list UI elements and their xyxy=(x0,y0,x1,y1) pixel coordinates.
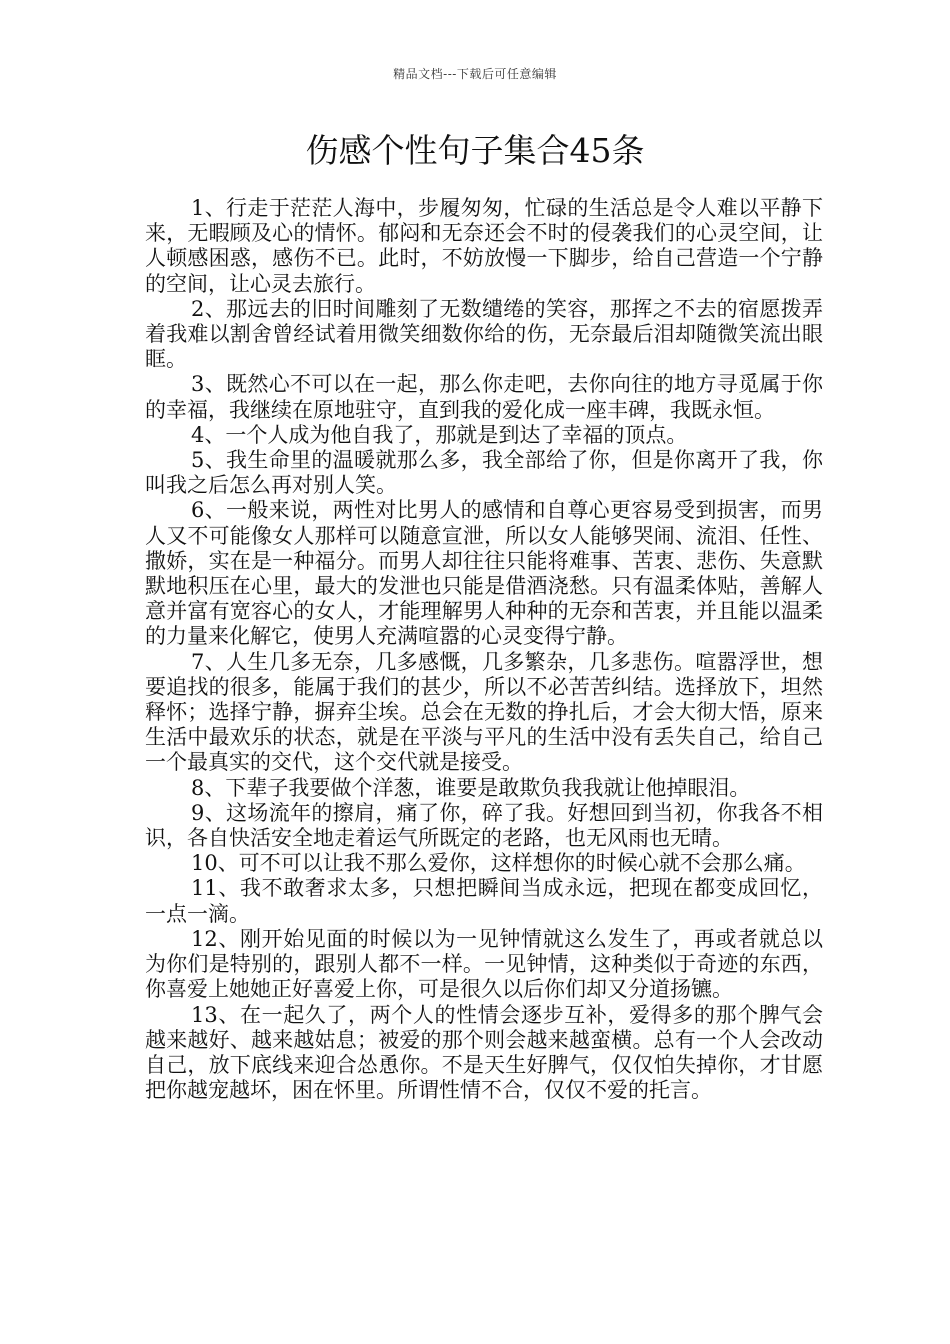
paragraph-11: 11、我不敢奢求太多，只想把瞬间当成永远，把现在都变成回忆，一点一滴。 xyxy=(145,876,823,926)
paragraph-13: 13、在一起久了，两个人的性情会逐步互补，爱得多的那个脾气会越来越好、越来越姑息；被爱的那个则会越来越蛮横。总有一个人会改动自己，放下底线来迎合怂恿你。不是天生好脾气，仅仅怕失掉你，才甘愿把你越宠越坏，困在怀里。所谓性情不合，仅仅不爱的托言。 xyxy=(145,1002,823,1103)
paragraph-5: 5、我生命里的温暖就那么多，我全部给了你，但是你离开了我，你叫我之后怎么再对别人笑。 xyxy=(145,448,823,498)
paragraph-9: 9、这场流年的擦肩，痛了你，碎了我。好想回到当初，你我各不相识，各自快活安全地走着运气所既定的老路，也无风雨也无晴。 xyxy=(145,800,823,851)
paragraph-12: 12、刚开始见面的时候以为一见钟情就这么发生了，再或者就总以为你们是特别的，跟别人都不一样。一见钟情，这种类似于奇迹的东西，你喜爱上她她正好喜爱上你，可是很久以后你们却又分道扬镳。 xyxy=(145,926,823,1002)
paragraph-2: 2、那远去的旧时间雕刻了无数缱绻的笑容，那挥之不去的宿愿拨弄着我难以割舍曾经试着用微笑细数你给的伤，无奈最后泪却随微笑流出眼眶。 xyxy=(145,296,823,372)
paragraph-7: 7、人生几多无奈，几多感慨，几多繁杂，几多悲伤。喧嚣浮世，想要追找的很多，能属于我们的甚少，所以不必苦苦纠结。选择放下，坦然释怀；选择宁静，摒弃尘埃。总会在无数的挣扎后，才会大彻大悟，原来生活中最欢乐的状态，就是在平淡与平凡的生活中没有丢失自己，给自己一个最真实的交代，这个交代就是接受。 xyxy=(145,649,823,775)
paragraph-1: 1、行走于茫茫人海中，步履匆匆，忙碌的生活总是令人难以平静下来，无暇顾及心的情怀。郁闷和无奈还会不时的侵袭我们的心灵空间，让人顿感困惑，感伤不已。此时，不妨放慢一下脚步，给自己营造一个宁静的空间，让心灵去旅行。 xyxy=(145,196,823,296)
paragraph-3: 3、既然心不可以在一起，那么你走吧，去你向往的地方寻觅属于你的幸福，我继续在原地驻守，直到我的爱化成一座丰碑，我既永恒。 xyxy=(145,372,823,422)
paragraph-4: 4、一个人成为他自我了，那就是到达了幸福的顶点。 xyxy=(191,422,688,447)
paragraph-6: 6、一般来说，两性对比男人的感情和自尊心更容易受到损害，而男人又不可能像女人那样可以随意宣泄，所以女人能够哭闹、流泪、任性、撒娇，实在是一种福分。而男人却往往只能将难事、苦衷、悲伤、失意默默地积压在心里，最大的发泄也只能是借酒浇愁。只有温柔体贴，善解人意并富有宽容心的女人，才能理解男人种种的无奈和苦衷，并且能以温柔的力量来化解它，使男人充满喧嚣的心灵变得宁静。 xyxy=(145,498,823,649)
header-note: 精品文档---下载后可任意编辑 xyxy=(393,67,557,81)
document-body xyxy=(145,196,823,1103)
document-title: 伤感个性句子集合45条 xyxy=(305,131,645,170)
paragraph-8: 8、下辈子我要做个洋葱，谁要是敢欺负我我就让他掉眼泪。 xyxy=(191,775,751,800)
paragraph-10: 10、可不可以让我不那么爱你，这样想你的时候心就不会那么痛。 xyxy=(191,851,806,876)
